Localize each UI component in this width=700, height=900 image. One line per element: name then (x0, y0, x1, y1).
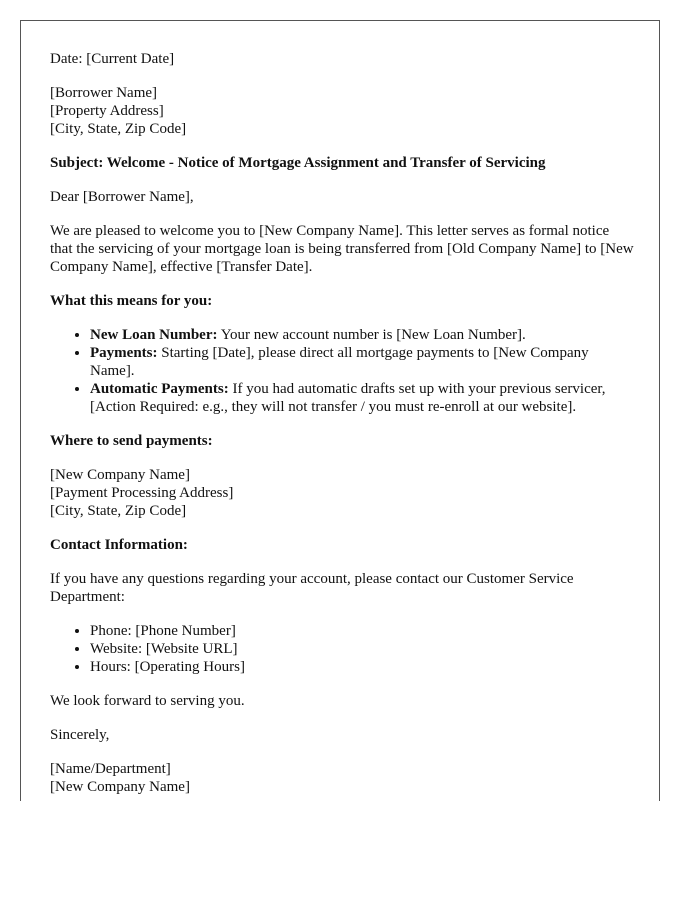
list-item: • Website: [Website URL] (90, 640, 635, 658)
item-label: Automatic Payments: (90, 381, 229, 397)
payment-company: [New Company Name] (50, 467, 190, 483)
date-line: Date: [Current Date] (50, 51, 175, 67)
recipient-block (50, 84, 635, 138)
contact-intro: If you have any questions regarding your account, please contact our Customer Service Department: (50, 571, 574, 605)
signoff: Sincerely, (50, 727, 110, 743)
signature-name: [Name/Department] (50, 761, 171, 777)
item-text: Your new account number is [New Loan Number]. (217, 327, 526, 343)
payment-address-block (50, 466, 635, 520)
contact-list (50, 622, 635, 676)
list-item: • Phone: [Phone Number] (90, 622, 635, 640)
recipient-address: [Property Address] (50, 103, 164, 119)
means-list (50, 326, 635, 416)
contact-heading: Contact Information: (50, 537, 188, 553)
list-item: • Hours: [Operating Hours] (90, 658, 635, 676)
item-text: If you had automatic drafts set up with your previous servicer, [Action Required: e.g., they will not transfer / you must re-enroll at our website]. (90, 381, 606, 415)
item-label: Payments: (90, 345, 158, 361)
list-item (90, 326, 635, 344)
means-heading: What this means for you: (50, 293, 213, 309)
item-label: New Loan Number: (90, 327, 218, 343)
letter-body (50, 50, 635, 801)
payment-address: [Payment Processing Address] (50, 485, 234, 501)
payment-city: [City, State, Zip Code] (50, 503, 187, 519)
list-item (90, 344, 635, 380)
signature-block (50, 760, 635, 796)
recipient-name: [Borrower Name] (50, 85, 158, 101)
subject-line: Subject: Welcome - Notice of Mortgage Assignment and Transfer of Servicing (50, 155, 546, 171)
list-item (90, 380, 635, 416)
salutation: Dear [Borrower Name], (50, 189, 194, 205)
recipient-city: [City, State, Zip Code] (50, 121, 187, 137)
signature-company: [New Company Name] (50, 779, 190, 795)
letter-page (20, 20, 660, 801)
closing-line: We look forward to serving you. (50, 693, 245, 709)
item-text: Starting [Date], please direct all mortgage payments to [New Company Name]. (90, 345, 589, 379)
intro-paragraph: We are pleased to welcome you to [New Company Name]. This letter serves as formal notice that the servicing of your mortgage loan is being transferred from [Old Company Name] to [New Company Name], effective [Transfer Date]. (50, 223, 634, 275)
payments-heading: Where to send payments: (50, 433, 213, 449)
